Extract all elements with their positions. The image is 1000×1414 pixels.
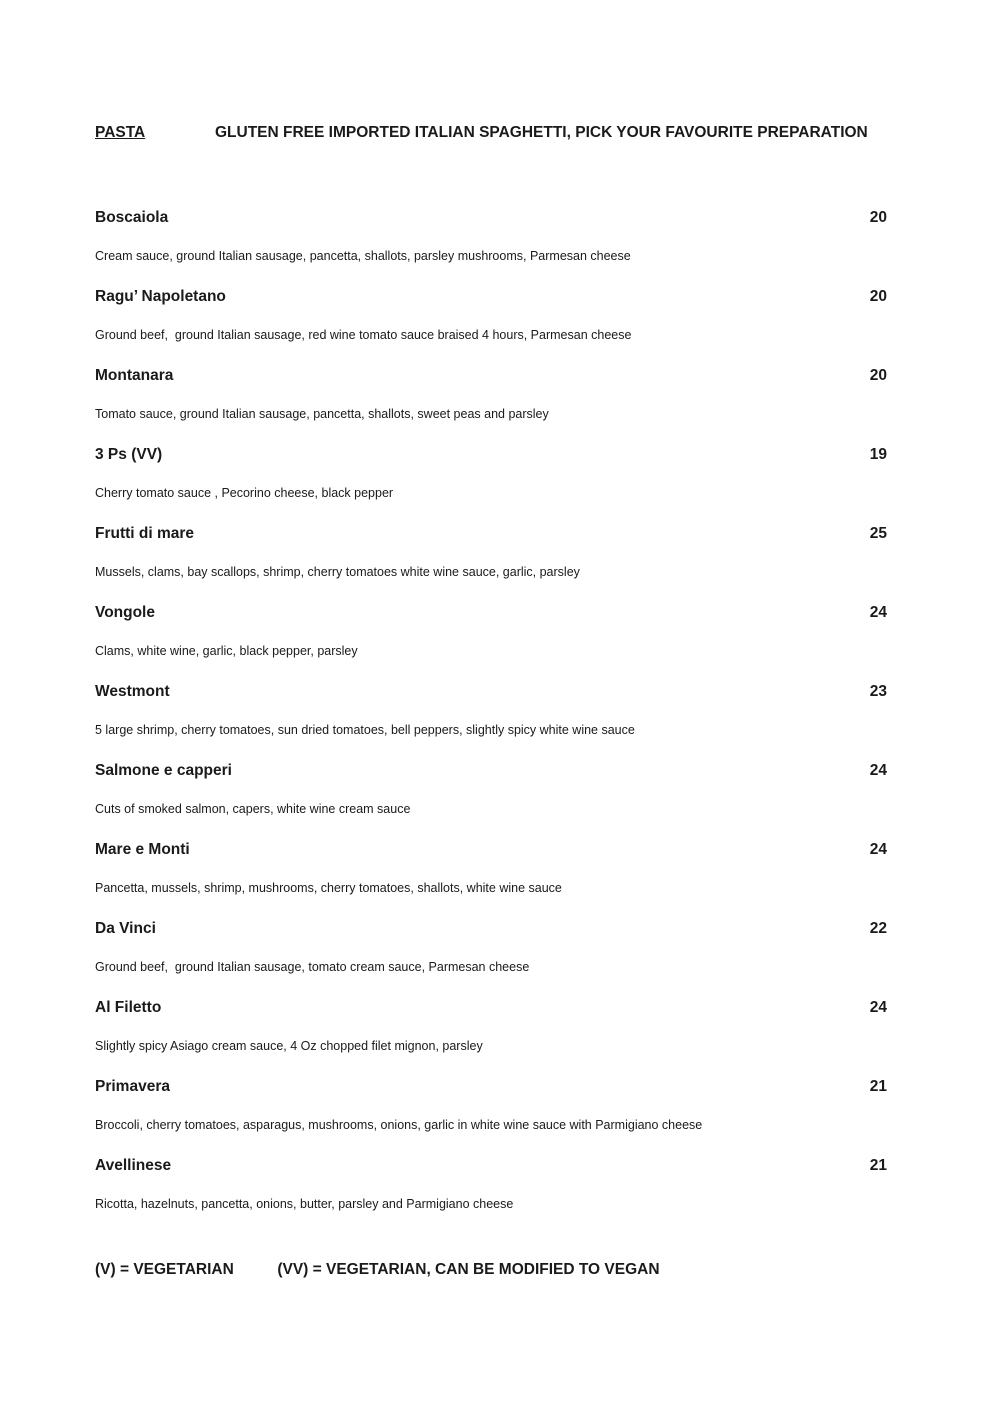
menu-item-description: Cuts of smoked salmon, capers, white wine cream sauce bbox=[95, 802, 411, 816]
menu-item-price: 24 bbox=[869, 841, 887, 858]
menu-item-description: Ground beef, ground Italian sausage, red wine tomato sauce braised 4 hours, Parmesan cheese bbox=[95, 328, 632, 342]
menu-item bbox=[95, 1077, 887, 1133]
menu-item-description: Pancetta, mussels, shrimp, mushrooms, cherry tomatoes, shallots, white wine sauce bbox=[95, 881, 562, 895]
menu-item-description: Tomato sauce, ground Italian sausage, pancetta, shallots, sweet peas and parsley bbox=[95, 407, 549, 421]
menu-item-row bbox=[95, 761, 887, 781]
menu-item-price: 21 bbox=[869, 1078, 887, 1095]
menu-item-description: Slightly spicy Asiago cream sauce, 4 Oz chopped filet mignon, parsley bbox=[95, 1039, 483, 1053]
menu-item-row bbox=[95, 366, 887, 386]
menu-item-row bbox=[95, 840, 887, 860]
menu-item bbox=[95, 761, 887, 817]
menu-item-row bbox=[95, 682, 887, 702]
menu-item-price: 24 bbox=[869, 762, 887, 779]
menu-item-row bbox=[95, 1077, 887, 1097]
menu-item-row bbox=[95, 919, 887, 939]
menu-item-name: Ragu’ Napoletano bbox=[95, 288, 226, 305]
menu-item-description: 5 large shrimp, cherry tomatoes, sun dried tomatoes, bell peppers, slightly spicy white wine sauce bbox=[95, 723, 635, 737]
legend-vegetarian: (V) = VEGETARIAN bbox=[95, 1261, 234, 1278]
menu-item-description: Ricotta, hazelnuts, pancetta, onions, butter, parsley and Parmigiano cheese bbox=[95, 1197, 514, 1211]
menu-item-price: 21 bbox=[869, 1157, 887, 1174]
menu-item-description: Broccoli, cherry tomatoes, asparagus, mushrooms, onions, garlic in white wine sauce with Parmigiano cheese bbox=[95, 1118, 703, 1132]
legend bbox=[95, 1260, 887, 1280]
menu-item bbox=[95, 524, 887, 580]
menu-item-description: Ground beef, ground Italian sausage, tomato cream sauce, Parmesan cheese bbox=[95, 960, 530, 974]
menu-item-row bbox=[95, 998, 887, 1018]
menu-item-name: Montanara bbox=[95, 367, 174, 384]
menu-item-price: 24 bbox=[869, 999, 887, 1016]
menu-item-row bbox=[95, 445, 887, 465]
menu-item bbox=[95, 1156, 887, 1212]
menu-item-name: Frutti di mare bbox=[95, 525, 195, 542]
menu-item-row bbox=[95, 603, 887, 623]
menu-item-price: 24 bbox=[869, 604, 887, 621]
menu-item bbox=[95, 366, 887, 422]
menu-item-name: Westmont bbox=[95, 683, 170, 700]
menu-list bbox=[95, 208, 887, 1212]
menu-item-description: Clams, white wine, garlic, black pepper, parsley bbox=[95, 644, 358, 658]
menu-item-description: Mussels, clams, bay scallops, shrimp, cherry tomatoes white wine sauce, garlic, parsley bbox=[95, 565, 580, 579]
menu-item-name: Vongole bbox=[95, 604, 155, 621]
menu-item-name: Salmone e capperi bbox=[95, 762, 232, 779]
menu-item-price: 19 bbox=[869, 446, 887, 463]
menu-item bbox=[95, 998, 887, 1054]
menu-item-name: Boscaiola bbox=[95, 209, 169, 226]
menu-item-description: Cherry tomato sauce , Pecorino cheese, black pepper bbox=[95, 486, 394, 500]
menu-item-price: 20 bbox=[869, 209, 887, 226]
menu-item-row bbox=[95, 208, 887, 228]
menu-item-name: Primavera bbox=[95, 1078, 170, 1095]
menu-header bbox=[95, 123, 887, 143]
menu-item bbox=[95, 603, 887, 659]
menu-item-description: Cream sauce, ground Italian sausage, pancetta, shallots, parsley mushrooms, Parmesan cheese bbox=[95, 249, 631, 263]
section-title: PASTA bbox=[95, 124, 146, 141]
legend-vegan: (VV) = VEGETARIAN, CAN BE MODIFIED TO VEGAN bbox=[277, 1261, 660, 1278]
menu-item-name: 3 Ps (VV) bbox=[95, 446, 163, 463]
menu-item-name: Al Filetto bbox=[95, 999, 162, 1016]
menu-item-price: 25 bbox=[869, 525, 887, 542]
menu-item-price: 22 bbox=[869, 920, 887, 937]
menu-item bbox=[95, 682, 887, 738]
menu-item-name: Avellinese bbox=[95, 1157, 172, 1174]
menu-item-price: 23 bbox=[869, 683, 887, 700]
menu-item-price: 20 bbox=[869, 367, 887, 384]
menu-item-name: Mare e Monti bbox=[95, 841, 190, 858]
menu-item bbox=[95, 840, 887, 896]
menu-item bbox=[95, 919, 887, 975]
menu-item bbox=[95, 208, 887, 264]
menu-item-name: Da Vinci bbox=[95, 920, 156, 937]
menu-item-row bbox=[95, 1156, 887, 1176]
menu-item bbox=[95, 445, 887, 501]
menu-item-row bbox=[95, 287, 887, 307]
menu-item-price: 20 bbox=[869, 288, 887, 305]
menu-item-row bbox=[95, 524, 887, 544]
section-subtitle: GLUTEN FREE IMPORTED ITALIAN SPAGHETTI, PICK YOUR FAVOURITE PREPARATION bbox=[215, 124, 868, 141]
menu-item bbox=[95, 287, 887, 343]
